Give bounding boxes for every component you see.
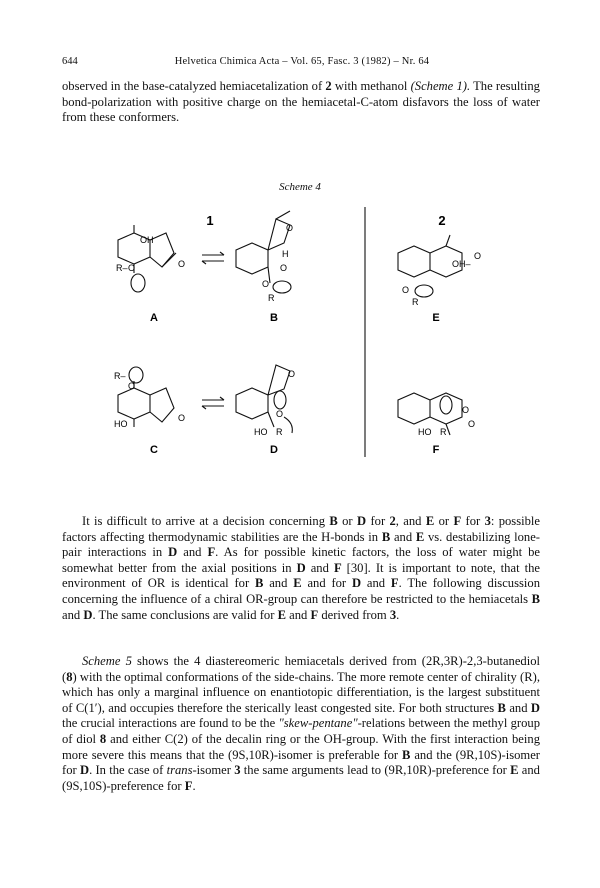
atom-R-D: R <box>276 427 283 437</box>
atom-R-F: R <box>440 427 447 437</box>
atom-O-E1: O <box>474 251 482 261</box>
structure-A <box>116 225 185 324</box>
label-B: B <box>270 312 278 324</box>
atom-O-A2: O <box>178 259 186 269</box>
label-E: E <box>432 312 440 324</box>
scheme-title: Scheme 4 <box>279 181 321 193</box>
group-number-1: 1 <box>206 213 214 228</box>
atom-O-E2: O <box>402 285 410 295</box>
group-number-2: 2 <box>438 213 446 228</box>
structure-B <box>236 211 293 324</box>
atom-O-F1: O <box>462 405 470 415</box>
paragraph-intro: observed in the base-catalyzed hemiacetalization of 2 with methanol (Scheme 1). The resulting bond-polarization with positive charge on the hemiacetal-C-atom disfavors the loss of water from these conformers. <box>62 79 540 125</box>
equilibrium-arrow-bottom-left <box>202 397 224 409</box>
atom-O-D2: O <box>276 409 284 419</box>
atom-H-B: H <box>282 249 289 259</box>
equilibrium-arrow-top-left <box>202 252 224 264</box>
atom-O-B2: O <box>280 263 288 273</box>
atom-O-D1: O <box>288 369 296 379</box>
structure-D <box>236 365 295 456</box>
atom-O-A1: O <box>128 263 136 273</box>
structure-C <box>114 367 185 456</box>
atom-O-B3: O <box>262 279 270 289</box>
atom-R-B: R <box>268 293 275 303</box>
journal-running-title: Helvetica Chimica Acta – Vol. 65, Fasc. 3 (1982) – Nr. 64 <box>174 56 430 67</box>
atom-O-B1: O <box>286 223 294 233</box>
atom-O-C2: O <box>178 413 186 423</box>
atom-HO-D: HO <box>254 427 268 437</box>
atom-R-C: R– <box>114 371 126 381</box>
atom-OH-E: OH– <box>452 259 471 269</box>
atom-HO-C: HO <box>114 419 128 429</box>
atom-OH-A: OH <box>140 235 154 245</box>
page-number: 644 <box>62 56 78 67</box>
scheme-4-figure <box>62 195 538 467</box>
atom-O-F2: O <box>468 419 476 429</box>
label-A: A <box>150 312 158 324</box>
atom-R-E: R <box>412 297 419 307</box>
label-C: C <box>150 444 158 456</box>
label-D: D <box>270 444 278 456</box>
paragraph-discussion: It is difficult to arrive at a decision concerning B or D for 2, and E or F for 3: possible factors affecting thermodynamic stabilities are the H-bonds in B and E vs. destabilizing lone-pair interactions in D and F. As for possible kinetic factors, the loss of water might be somewhat better from the axial positions in D and F [30]. It is important to note, that the environment of OR is identical for B and E and for D and F. The following discussion concerning the influence of a chiral OR-group can therefore be restricted to the hemiacetals B and D. The same conclusions are valid for E and F derived from 3. <box>62 514 541 622</box>
structure-F <box>398 393 475 456</box>
atom-O-C1: O <box>128 381 136 391</box>
page-header <box>62 56 542 67</box>
structure-E <box>398 235 481 324</box>
atom-HO-F: HO <box>418 427 432 437</box>
paragraph-scheme-5: Scheme 5 shows the 4 diastereomeric hemiacetals derived from (2R,3R)-2,3-butanediol (8) with the optimal conformations of the side-chains. The more remote center of chirality (R), which has only a marginal influence on enantiotopic differentiation, is the largest substituent of C(1′), and occupies therefore the sterically least congested site. For both structures B and D the crucial interactions are found to be the "skew-pentane"-relations between the methyl group of diol 8 and either C(2) of the decalin ring or the OH-group. With the first interaction being more severe this means that the (9S,10R)-isomer is preferable for B and the (9R,10S)-isomer for D. In the case of trans-isomer 3 the same arguments lead to (9R,10R)-preference for E and (9S,10S)-preference for F. <box>62 654 541 793</box>
label-F: F <box>432 444 440 456</box>
atom-R-A: R– <box>116 263 128 273</box>
